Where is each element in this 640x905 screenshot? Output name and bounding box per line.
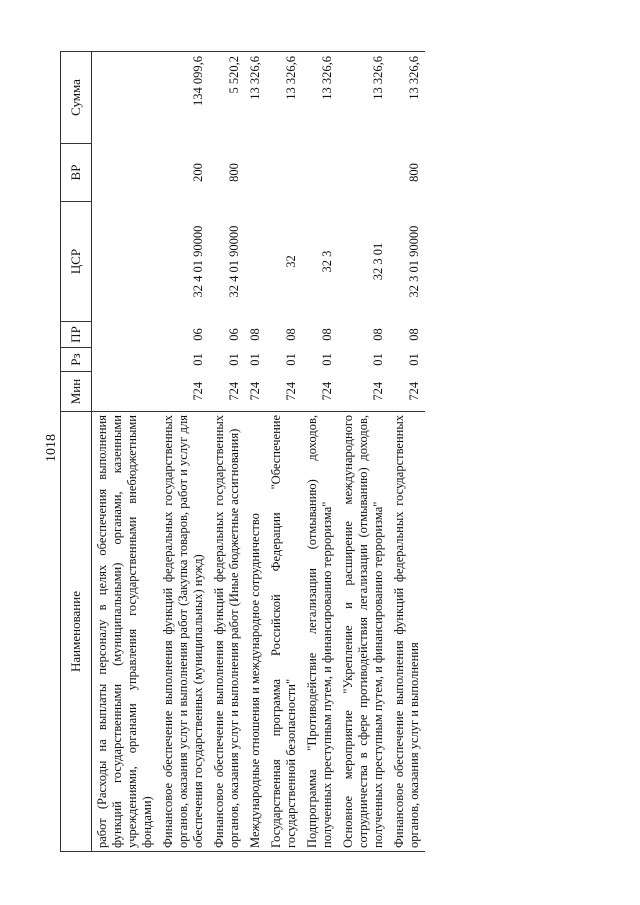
- cell-min: 724: [248, 381, 262, 401]
- cell-sum: [92, 52, 159, 144]
- cell-csr: 32 4 01 90000: [227, 225, 241, 298]
- cell-pr: 08: [248, 328, 262, 341]
- table-row: [245, 52, 266, 852]
- table-row: [389, 52, 425, 852]
- cell-rz: 01: [227, 353, 241, 366]
- cell-csr: [245, 202, 266, 322]
- table-row: [338, 52, 389, 852]
- cell-pr: 06: [227, 328, 241, 341]
- cell-name: Финансовое обеспечение выполнения функций федеральных государственных органов, оказания услуг и выполнения работ (Закупка товаров, работ и услуг для обеспечения государственных (муниципальных) нужд): [158, 412, 209, 852]
- cell-name: Международные отношения и международное сотрудничество: [245, 412, 266, 852]
- cell-rz: 01: [407, 353, 421, 366]
- cell-vr: 800: [227, 163, 241, 182]
- cell-rz: 01: [191, 353, 205, 366]
- page-number: 1018: [44, 434, 59, 462]
- table-header-row: [61, 52, 92, 852]
- cell-sum: 13 326,6: [266, 52, 302, 144]
- cell-name: Подпрограмма "Противодействие легализации (отмыванию) доходов, полученных преступным путем, и финансированию терроризма": [302, 412, 338, 852]
- cell-min: 724: [320, 381, 334, 401]
- header-sum: Сумма: [61, 52, 92, 144]
- header-rz: Рз: [61, 348, 92, 372]
- cell-sum: 13 326,6: [338, 52, 389, 144]
- cell-pr: [92, 322, 159, 348]
- rotated-page-content: [60, 52, 580, 852]
- cell-csr: 32 4 01 90000: [191, 225, 205, 298]
- cell-rz: 01: [284, 353, 298, 366]
- cell-rz: 01: [371, 353, 385, 366]
- cell-vr: [266, 144, 302, 202]
- header-vr: ВР: [61, 144, 92, 202]
- cell-min: 724: [191, 381, 205, 401]
- cell-min: 724: [407, 381, 421, 401]
- cell-name: работ (Расходы на выплаты персоналу в целях обеспечения выполнения функций государственными (муниципальными) органами, казенными учреждениями, органами управления государственными внебюджетными фондами): [92, 412, 159, 852]
- cell-pr: 08: [284, 328, 298, 341]
- cell-csr: 32 3 01: [371, 242, 385, 281]
- cell-csr: 32 3 01 90000: [407, 225, 421, 298]
- cell-csr: 32 3: [320, 250, 334, 273]
- cell-sum: 134 099,6: [158, 52, 209, 144]
- cell-sum: 13 326,6: [302, 52, 338, 144]
- cell-vr: [245, 144, 266, 202]
- cell-sum: 5 520,2: [209, 52, 245, 144]
- header-pr: ПР: [61, 322, 92, 348]
- cell-rz: [92, 348, 159, 372]
- header-min: Мин: [61, 372, 92, 412]
- cell-rz: 01: [320, 353, 334, 366]
- cell-pr: 08: [407, 328, 421, 341]
- cell-min: [92, 372, 159, 412]
- cell-pr: 08: [320, 328, 334, 341]
- cell-vr: [302, 144, 338, 202]
- cell-csr: 32: [284, 255, 298, 268]
- header-csr: ЦСР: [61, 202, 92, 322]
- cell-min: 724: [284, 381, 298, 401]
- cell-rz: 01: [248, 353, 262, 366]
- cell-name: Основное мероприятие "Укрепление и расширение международного сотрудничества в сфере противодействия легализации (отмыванию) доходов, полученных преступным путем, и финансированию терроризма": [338, 412, 389, 852]
- header-name: Наименование: [61, 412, 92, 852]
- cell-csr: [92, 202, 159, 322]
- table-row: [302, 52, 338, 852]
- cell-vr: [92, 144, 159, 202]
- cell-vr: 800: [407, 163, 421, 182]
- budget-table: [60, 51, 425, 852]
- table-row: [92, 52, 159, 852]
- cell-vr: [338, 144, 389, 202]
- table-row: [158, 52, 209, 852]
- cell-name: Финансовое обеспечение выполнения функций федеральных государственных органов, оказания услуг и выполнения работ (Иные бюджетные ассигнования): [209, 412, 245, 852]
- table-row: [209, 52, 245, 852]
- cell-sum: 13 326,6: [389, 52, 425, 144]
- cell-vr: 200: [191, 163, 205, 182]
- cell-sum: 13 326,6: [245, 52, 266, 144]
- cell-pr: 08: [371, 328, 385, 341]
- cell-pr: 06: [191, 328, 205, 341]
- cell-min: 724: [371, 381, 385, 401]
- table-row: [266, 52, 302, 852]
- cell-name: Государственная программа Российской Федерации "Обеспечение государственной безопасности": [266, 412, 302, 852]
- cell-min: 724: [227, 381, 241, 401]
- cell-name: Финансовое обеспечение выполнения функций федеральных государственных органов, оказания услуг и выполнения: [389, 412, 425, 852]
